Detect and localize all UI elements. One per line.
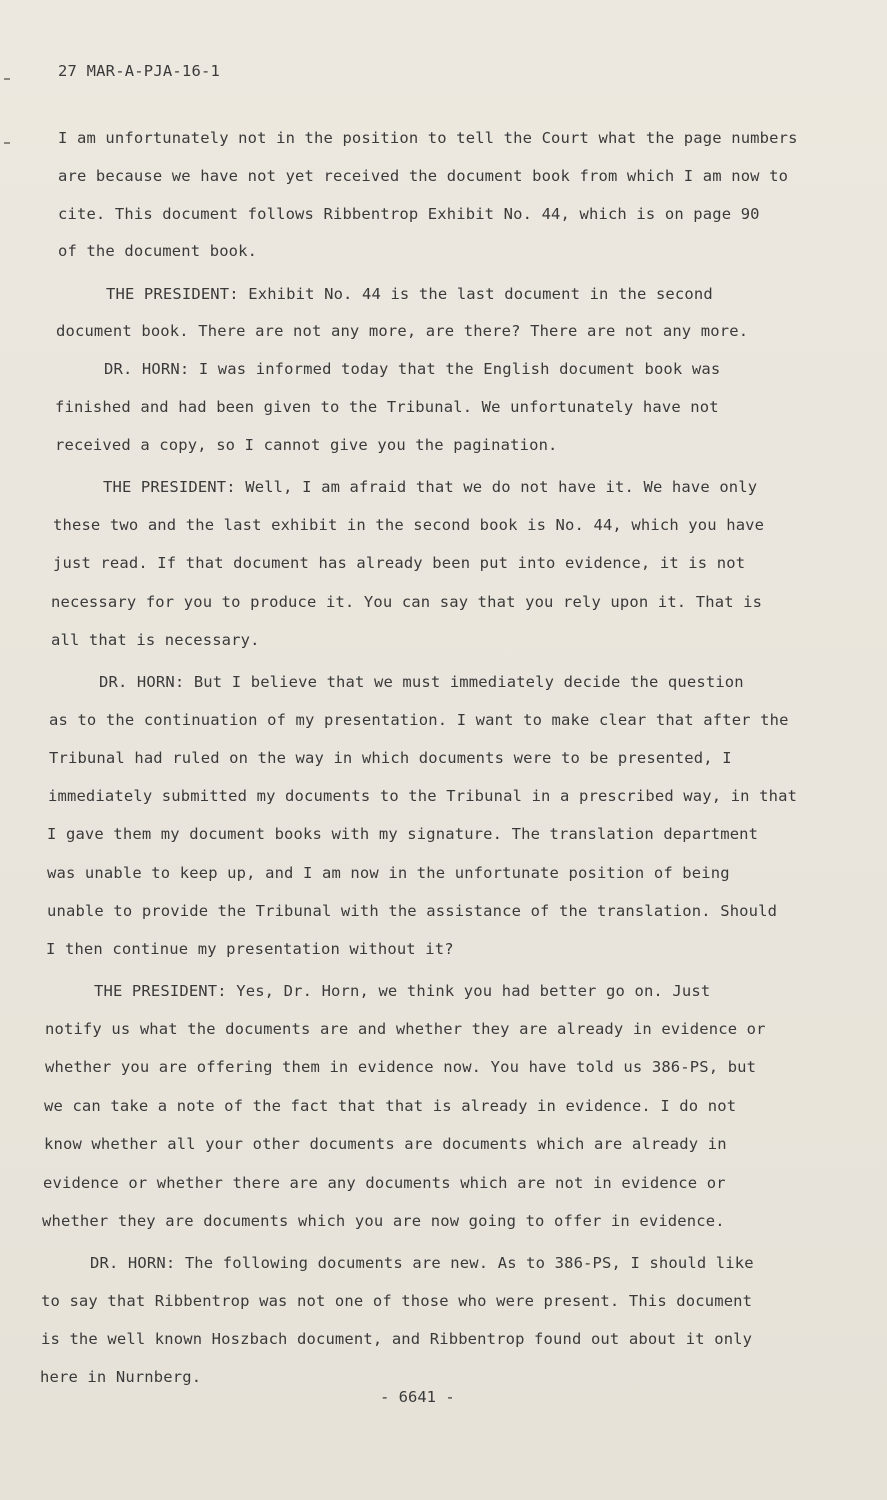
text-line: I gave them my document books with my signature. The translation department — [47, 825, 759, 843]
text-line: THE PRESIDENT: Yes, Dr. Horn, we think you had better go on. Just — [94, 982, 711, 1000]
text-line: DR. HORN: The following documents are new. As to 386-PS, I should like — [90, 1254, 754, 1272]
text-line: these two and the last exhibit in the second book is No. 44, which you have — [53, 516, 765, 534]
text-line: DR. HORN: But I believe that we must immediately decide the question — [99, 673, 744, 691]
text-line: document book. There are not any more, are there? There are not any more. — [56, 322, 749, 340]
margin-mark — [4, 78, 10, 80]
text-line: received a copy, so I cannot give you the pagination. — [55, 436, 558, 454]
margin-mark — [4, 142, 10, 144]
text-line: are because we have not yet received the document book from which I am now to — [58, 167, 789, 185]
text-line: was unable to keep up, and I am now in the unfortunate position of being — [47, 864, 730, 882]
text-line: of the document book. — [58, 242, 258, 260]
text-line: immediately submitted my documents to the Tribunal in a prescribed way, in that — [48, 787, 798, 805]
text-line: necessary for you to produce it. You can say that you rely upon it. That is — [51, 593, 763, 611]
text-line: evidence or whether there are any documents which are not in evidence or — [43, 1174, 726, 1192]
text-line: is the well known Hoszbach document, and Ribbentrop found out about it only — [41, 1330, 753, 1348]
text-line: know whether all your other documents are documents which are already in — [44, 1135, 727, 1153]
text-line: finished and had been given to the Tribunal. We unfortunately have not — [55, 398, 719, 416]
text-line: Tribunal had ruled on the way in which documents were to be presented, I — [49, 749, 732, 767]
text-line: as to the continuation of my presentation. I want to make clear that after the — [49, 711, 789, 729]
text-line: I then continue my presentation without it? — [46, 940, 454, 958]
text-line: all that is necessary. — [51, 631, 260, 649]
text-line: we can take a note of the fact that that is already in evidence. I do not — [44, 1097, 737, 1115]
text-line: DR. HORN: I was informed today that the English document book was — [104, 360, 721, 378]
text-line: here in Nurnberg. — [40, 1368, 202, 1386]
text-line: cite. This document follows Ribbentrop Exhibit No. 44, which is on page 90 — [58, 205, 760, 223]
text-line: notify us what the documents are and whether they are already in evidence or — [45, 1020, 766, 1038]
text-line: whether you are offering them in evidence now. You have told us 386-PS, but — [45, 1058, 757, 1076]
text-line: whether they are documents which you are now going to offer in evidence. — [42, 1212, 725, 1230]
text-line: just read. If that document has already been put into evidence, it is not — [53, 554, 746, 572]
text-line: THE PRESIDENT: Exhibit No. 44 is the last document in the second — [106, 285, 713, 303]
page-number: - 6641 - — [380, 1388, 455, 1406]
text-line: to say that Ribbentrop was not one of those who were present. This document — [41, 1292, 753, 1310]
text-line: THE PRESIDENT: Well, I am afraid that we do not have it. We have only — [103, 478, 758, 496]
text-line: unable to provide the Tribunal with the assistance of the translation. Should — [47, 902, 778, 920]
text-line: I am unfortunately not in the position to tell the Court what the page numbers — [58, 129, 798, 147]
document-reference: 27 MAR-A-PJA-16-1 — [58, 62, 221, 80]
